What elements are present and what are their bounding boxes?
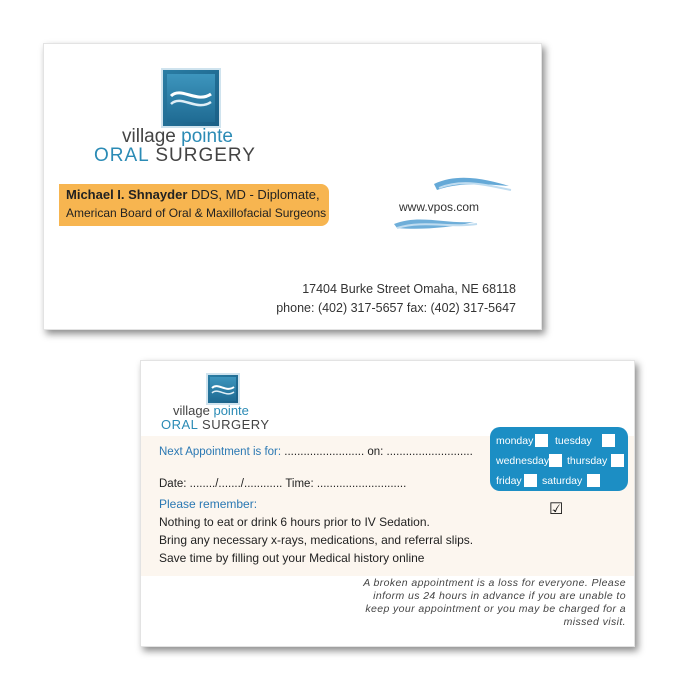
phone-fax: phone: (402) 317-5657 fax: (402) 317-5647 <box>276 301 516 315</box>
doctor-line-1 <box>66 187 320 202</box>
doctor-board: American Board of Oral & Maxillofacial Surgeons <box>66 206 327 220</box>
logo-word-pointe: pointe <box>209 403 249 418</box>
doctor-credentials: DDS, MD <box>187 187 246 202</box>
disclaimer-text: A broken appointment is a loss for everyone. Please inform us 24 hours in advance if you are unable to keep your appointment or you may be charged for a missed visit. <box>363 577 626 628</box>
logo-word-pointe: pointe <box>175 126 233 147</box>
logo-line-2-small <box>161 417 270 432</box>
day-label-saturday: saturday <box>542 475 583 487</box>
day-checkbox-tuesday[interactable] <box>602 434 615 447</box>
day-checkbox-monday[interactable] <box>535 434 548 447</box>
next-appointment-blanks: ......................... on: ........................... <box>281 446 473 458</box>
logo-word-village: village <box>173 403 210 418</box>
checkmark-icon: ☑ <box>549 501 564 518</box>
day-checkbox-saturday[interactable] <box>587 474 600 487</box>
business-card-front <box>43 43 542 330</box>
day-label-friday: friday <box>496 475 522 487</box>
day-label-monday: monday <box>496 435 534 447</box>
logo-mark-icon <box>161 68 221 128</box>
day-selector <box>490 427 628 491</box>
remember-heading: Please remember: <box>159 497 258 511</box>
logo-line-2 <box>94 145 256 167</box>
remember-item: Nothing to eat or drink 6 hours prior to IV Sedation. <box>159 515 430 529</box>
doctor-title: - Diplomate, <box>245 187 320 202</box>
day-checkbox-thursday[interactable] <box>611 454 624 467</box>
day-checkbox-friday[interactable] <box>524 474 537 487</box>
logo-word-village: village <box>122 126 176 147</box>
day-label-tuesday: tuesday <box>555 435 592 447</box>
next-appointment-label: Next Appointment is for: <box>159 446 282 458</box>
date-time-line: Date: ......../......./............ Time: ............................ <box>159 478 407 490</box>
doctor-name: Michael I. Shnayder <box>66 187 188 202</box>
next-appointment-line <box>159 446 473 458</box>
website-link[interactable]: www.vpos.com <box>399 200 480 214</box>
logo-word-surgery: SURGERY <box>149 145 256 166</box>
logo-word-surgery: SURGERY <box>197 417 270 432</box>
logo-word-oral: ORAL <box>94 145 150 166</box>
business-card-back <box>140 360 635 647</box>
day-checkbox-wednesday[interactable] <box>549 454 562 467</box>
logo-word-oral: ORAL <box>161 417 198 432</box>
logo-mark-icon-small <box>206 373 240 405</box>
day-label-thursday: thursday <box>567 455 608 467</box>
day-label-wednesday: wednesday <box>496 455 550 467</box>
remember-item: Bring any necessary x-rays, medications, and referral slips. <box>159 533 474 547</box>
logo-line-1-small <box>173 403 249 418</box>
remember-item: Save time by filling out your Medical history online <box>159 551 425 565</box>
address: 17404 Burke Street Omaha, NE 68118 <box>302 282 516 296</box>
